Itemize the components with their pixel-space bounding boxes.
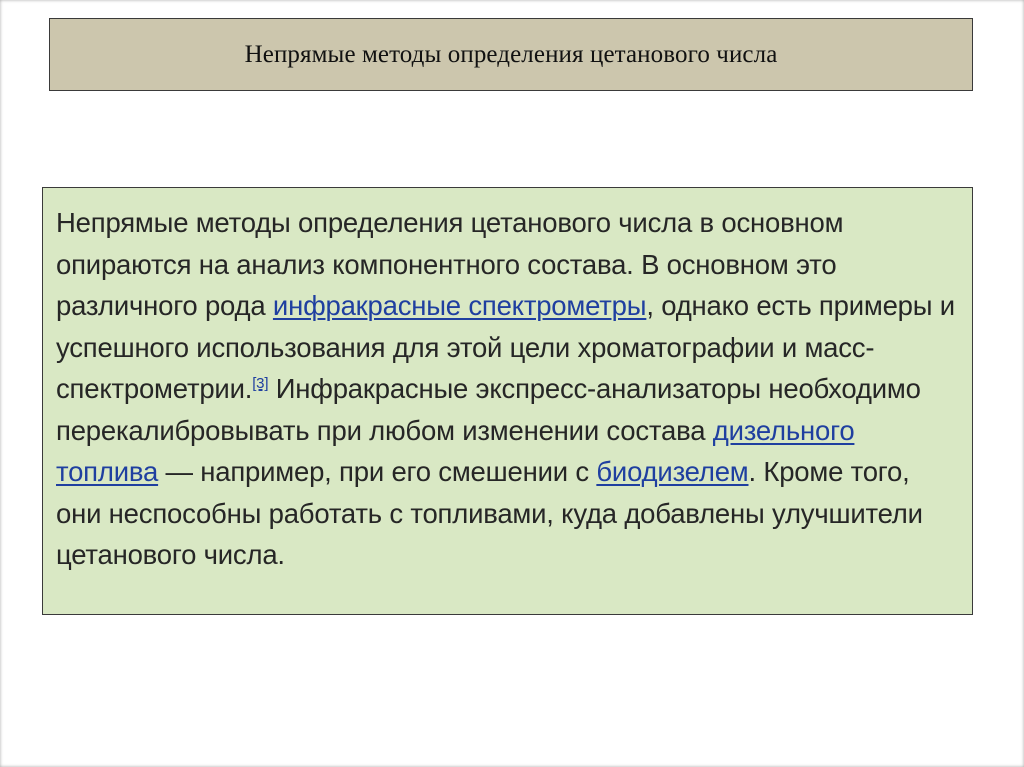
slide-title-box <box>49 18 973 91</box>
body-text-5: . Кроме того, они неспособны работать с топливами, куда добавлены улучшители цетанового числа. <box>56 456 923 570</box>
slide-title: Непрямые методы определения цетанового числа <box>244 40 778 68</box>
body-paragraph <box>56 202 960 576</box>
content-box <box>42 187 973 615</box>
link-biodiesel[interactable]: биодизелем <box>596 456 749 487</box>
body-text-3: Инфракрасные экспресс-анализаторы необходимо перекалибровывать при любом изменении состава <box>56 373 921 446</box>
link-diesel-fuel[interactable]: дизельного топлива <box>56 414 855 487</box>
reference-superscript <box>252 375 268 392</box>
link-infrared-spectrometers[interactable]: инфракрасные спектрометры <box>272 290 647 321</box>
reference-link-3[interactable]: [3] <box>252 375 269 392</box>
body-text-2: , однако есть примеры и успешного использования для этой цели хроматографии и масс-спектрометрии. <box>56 290 955 404</box>
body-text-4: — например, при его смешении с <box>158 456 597 487</box>
body-text-1: Непрямые методы определения цетанового числа в основном опираются на анализ компонентного состава. В основном это различного рода <box>56 207 844 321</box>
